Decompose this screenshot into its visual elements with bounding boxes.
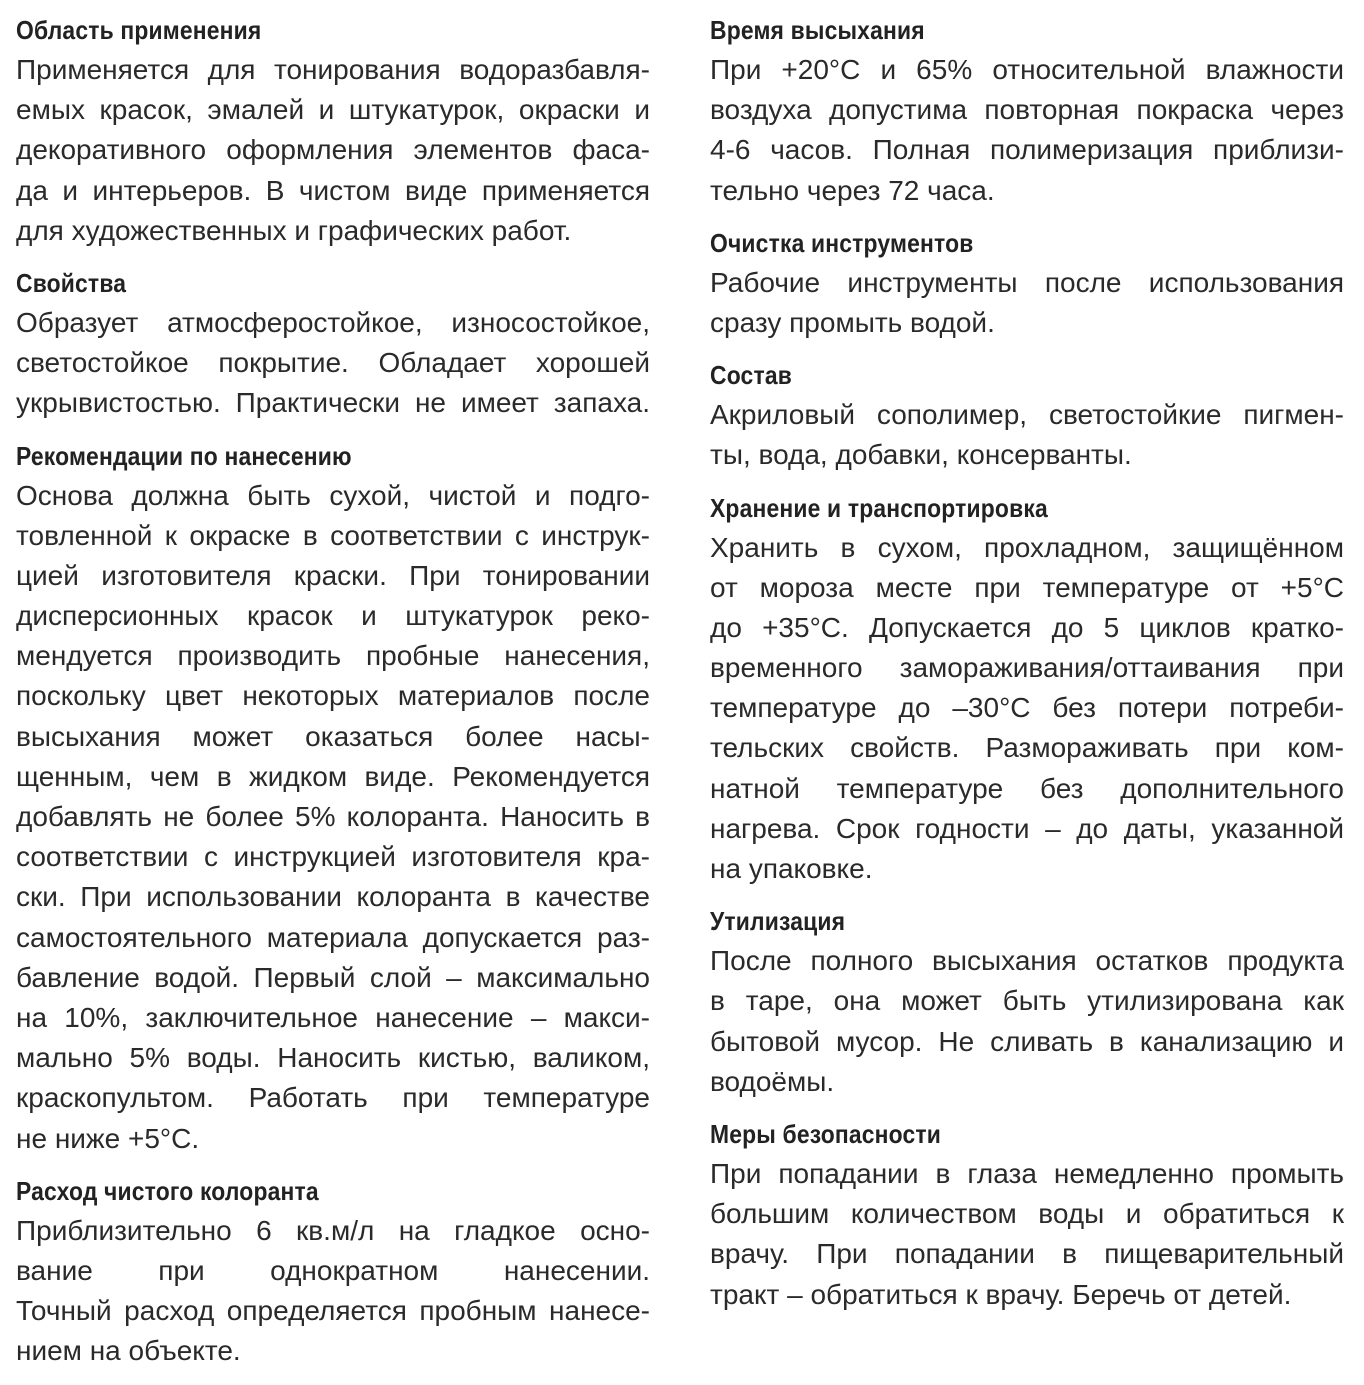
section-safety-measures — [710, 1114, 1344, 1315]
text-line: временного замораживания/оттаивания при — [710, 652, 1344, 684]
text-line: декоративного оформления элементов фаса- — [16, 134, 650, 166]
text-line: врачу. При попадании в пищеварительный — [710, 1238, 1344, 1270]
section-title: Очистка инструментов — [710, 227, 974, 258]
section-storage-transport — [710, 488, 1344, 890]
section-properties — [16, 263, 650, 424]
text-line: Образует атмосферостойкое, износостойкое, — [16, 306, 650, 338]
section-title: Рекомендации по нанесению — [16, 440, 352, 471]
text-line: бавление водой. Первый слой – максимально — [16, 961, 650, 993]
text-line: дисперсионных красок и штукатурок реко- — [16, 600, 650, 632]
text-line: ты, вода, добавки, консерванты. — [710, 439, 1132, 471]
text-line: самостоятельного материала допускается раз- — [16, 921, 650, 953]
section-application-recommendations — [16, 436, 650, 1159]
text-line: Акриловый сополимер, светостойкие пигмен- — [710, 399, 1344, 431]
text-line: щенным, чем в жидком виде. Рекомендуется — [16, 760, 650, 792]
text-line: Рабочие инструменты после использования — [710, 266, 1344, 298]
text-line: тельских свойств. Размораживать при ком- — [710, 732, 1344, 764]
text-line: большим количеством воды и обратиться к — [710, 1198, 1344, 1230]
text-line: от мороза месте при температуре от +5°С — [710, 571, 1344, 603]
text-line: не ниже +5°С. — [16, 1122, 200, 1154]
text-line: в таре, она может быть утилизирована как — [710, 985, 1344, 1017]
section-disposal — [710, 901, 1344, 1102]
text-line: да и интерьеров. В чистом виде применяется — [16, 174, 650, 206]
section-title: Состав — [710, 360, 792, 391]
section-title: Утилизация — [710, 906, 846, 937]
text-line: светостойкое покрытие. Обладает хорошей — [16, 347, 650, 379]
text-line: на упаковке. — [710, 853, 873, 884]
text-line: укрывистостью. Практически не имеет запаха. — [16, 387, 650, 419]
text-line: После полного высыхания остатков продукта — [710, 945, 1344, 977]
text-line: краскопультом. Работать при температуре — [16, 1082, 650, 1114]
section-title: Меры безопасности — [710, 1118, 942, 1149]
text-line: температуре до –30°С без потери потреби- — [710, 692, 1344, 724]
text-line: товленной к окраске в соответствии с инструк- — [16, 519, 650, 551]
section-consumption — [16, 1171, 650, 1372]
text-line: для художественных и графических работ. — [16, 214, 572, 246]
text-line: емых красок, эмалей и штукатурок, окраски и — [16, 94, 650, 126]
text-line: соответствии с инструкцией изготовителя кра- — [16, 841, 650, 873]
text-line: высыхания может оказаться более насы- — [16, 720, 650, 752]
section-composition — [710, 355, 1344, 475]
text-line: Приблизительно 6 кв.м/л на гладкое осно- — [16, 1214, 650, 1246]
text-line: нагрева. Срок годности – до даты, указанной — [710, 812, 1344, 844]
text-line: тракт – обратиться к врачу. Беречь от детей. — [710, 1278, 1292, 1310]
section-application-area — [16, 10, 650, 251]
text-line: При попадании в глаза немедленно промыть — [710, 1157, 1344, 1189]
right-column — [710, 10, 1344, 1315]
section-title: Свойства — [16, 267, 127, 298]
text-line: тельно через 72 часа. — [710, 174, 995, 206]
text-line: При +20°С и 65% относительной влажности — [710, 54, 1344, 85]
text-line: мально 5% воды. Наносить кистью, валиком, — [16, 1042, 650, 1074]
text-line: на 10%, заключительное нанесение – макси- — [16, 1001, 650, 1033]
text-line: добавлять не более 5% колоранта. Наносить в — [16, 801, 650, 832]
text-line: водоёмы. — [710, 1065, 835, 1097]
text-line: сразу промыть водой. — [710, 306, 995, 338]
section-title: Хранение и транспортировка — [710, 492, 1048, 523]
text-line: 4-6 часов. Полная полимеризация приблизи- — [710, 134, 1344, 166]
text-line: Применяется для тонирования водоразбавля- — [16, 54, 650, 85]
left-column — [16, 10, 650, 1371]
section-tool-cleaning — [710, 223, 1344, 343]
text-line: Основа должна быть сухой, чистой и подго- — [16, 479, 650, 511]
section-title: Область применения — [16, 15, 262, 45]
text-line: цией изготовителя краски. При тонировании — [16, 559, 650, 591]
text-line: ски. При использовании колоранта в качестве — [16, 881, 650, 913]
text-line: до +35°С. Допускается до 5 циклов кратко- — [710, 611, 1344, 643]
text-line: Хранить в сухом, прохладном, защищённом — [710, 531, 1344, 563]
text-line: поскольку цвет некоторых материалов после — [16, 680, 650, 712]
section-drying-time — [710, 10, 1344, 211]
section-title: Время высыхания — [710, 15, 925, 45]
text-line: Точный расход определяется пробным нанесе- — [16, 1295, 650, 1327]
text-line: натной температуре без дополнительного — [710, 772, 1344, 804]
text-line: вание при однократном нанесении. — [16, 1254, 650, 1286]
text-line: мендуется производить пробные нанесения, — [16, 640, 650, 672]
section-title: Расход чистого колоранта — [16, 1175, 319, 1206]
text-line: воздуха допустима повторная покраска через — [710, 94, 1344, 126]
text-line: бытовой мусор. Не сливать в канализацию и — [710, 1025, 1344, 1057]
text-line: нием на объекте. — [16, 1335, 241, 1367]
